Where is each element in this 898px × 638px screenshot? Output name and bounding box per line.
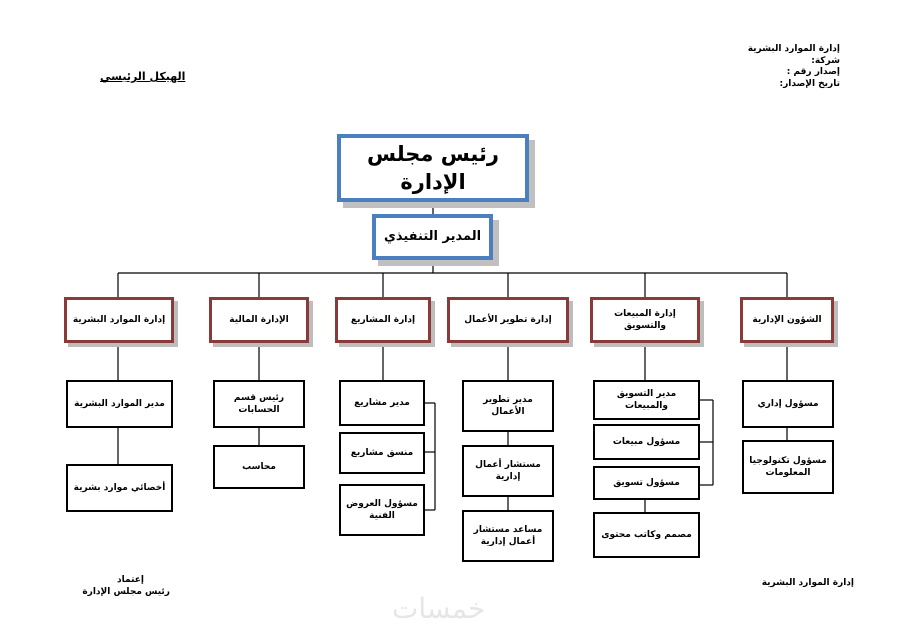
dept-projects: إدارة المشاريع	[335, 297, 431, 343]
role-it-officer: مسؤول تكنولوجيا المعلومات	[742, 440, 834, 494]
header-company: شركة:	[811, 55, 840, 66]
chairman-box: رئيس مجلس الإدارة	[337, 134, 529, 202]
dept-finance: الإدارة المالية	[209, 297, 309, 343]
role-marketing-sales-manager: مدير التسويق والمبيعات	[593, 380, 700, 420]
header-issue-date: تاريخ الإصدار:	[779, 79, 840, 90]
role-accounts-head: رئيس قسم الحسابات	[213, 380, 305, 428]
role-accountant: محاسب	[213, 445, 305, 489]
role-marketing-officer: مسؤول تسويق	[593, 466, 700, 500]
dept-hr: إدارة الموارد البشرية	[64, 297, 174, 343]
ceo-box: المدير التنفيذي	[372, 214, 493, 260]
dept-sales-marketing: إدارة المبيعات والتسويق	[590, 297, 700, 343]
dept-business-dev: إدارة تطوير الأعمال	[447, 297, 569, 343]
header-department: إدارة الموارد البشرية	[747, 44, 840, 54]
role-project-manager: مدير مشاريع	[339, 380, 425, 426]
role-admin-officer: مسؤول إداري	[742, 380, 834, 428]
page-title: الهيكل الرئيسي	[100, 70, 186, 83]
role-content-designer-writer: مصمم وكاتب محتوى	[593, 512, 700, 558]
role-business-dev-manager: مدير تطوير الأعمال	[462, 380, 554, 432]
role-technical-offers: مسؤول العروض الفنية	[339, 484, 425, 536]
role-hr-manager: مدير الموارد البشرية	[66, 380, 173, 428]
role-sales-officer: مسؤول مبيعات	[593, 424, 700, 460]
role-business-consultant: مستشار أعمال إدارية	[462, 445, 554, 497]
watermark-logo: خمسات	[392, 592, 486, 625]
role-project-coordinator: منسق مشاريع	[339, 432, 425, 474]
footer-hr-dept: إدارة الموارد البشرية	[761, 578, 854, 588]
dept-admin-affairs: الشؤون الإدارية	[740, 297, 834, 343]
approval-block	[60, 575, 170, 598]
role-assistant-consultant: مساعد مستشار أعمال إدارية	[462, 510, 554, 562]
approval-by: رئيس مجلس الإدارة	[82, 586, 170, 597]
header-issue-number: إصدار رقم :	[786, 67, 840, 78]
role-hr-specialist: أخصائي موارد بشرية	[66, 464, 173, 512]
document-header	[680, 44, 840, 91]
approval-label: إعتماد	[117, 575, 144, 585]
